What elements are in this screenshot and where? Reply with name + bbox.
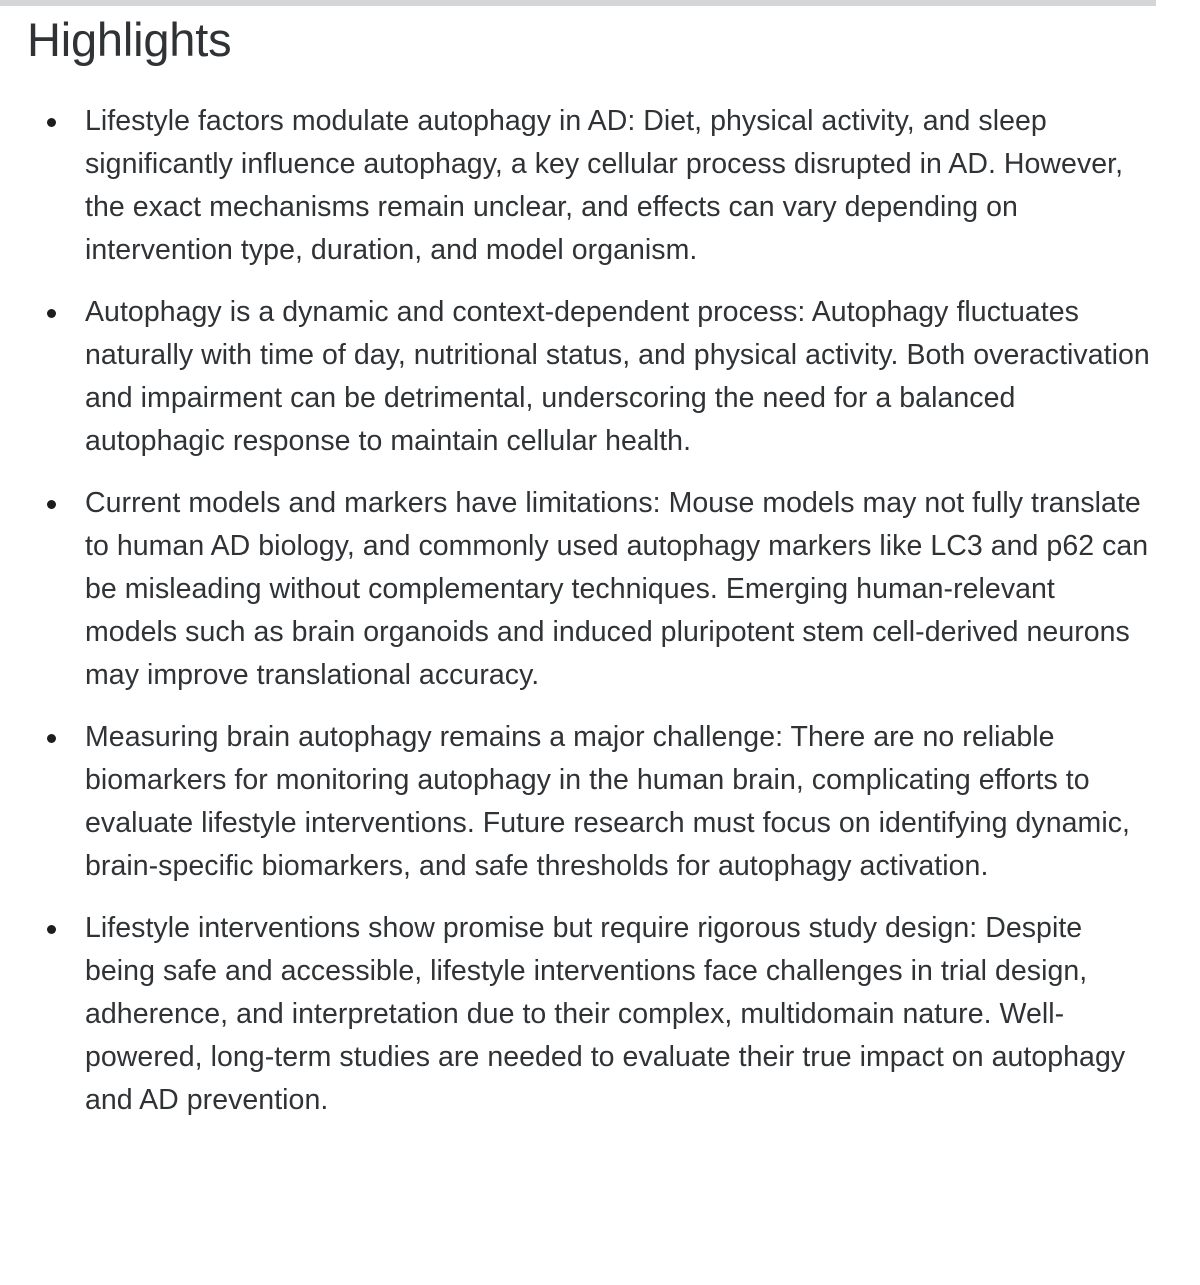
bullet-point-icon [47, 309, 56, 318]
list-item [0, 100, 1200, 272]
highlight-text: Current models and markers have limitations: Mouse models may not fully translate to human AD biology, and commonly used autophagy markers like LC3 and p62 can be misleading without complementary techniques. Emerging human-relevant models such as brain organoids and induced pluripotent stem cell-derived neurons may improve translational accuracy. [85, 487, 1149, 691]
list-item [0, 291, 1200, 463]
highlights-content [0, 6, 1200, 1116]
highlights-list [0, 100, 1200, 1122]
bullet-point-icon [47, 118, 56, 127]
highlight-text: Lifestyle interventions show promise but require rigorous study design: Despite being safe and accessible, lifestyle interventions face challenges in trial design, adherence, and interpretation due to their complex, multidomain nature. Well-powered, long-term studies are needed to evaluate their true impact on autophagy and AD prevention. [85, 912, 1126, 1116]
highlight-text: Lifestyle factors modulate autophagy in AD: Diet, physical activity, and sleep significantly influence autophagy, a key cellular process disrupted in AD. However, the exact mechanisms remain unclear, and effects can vary depending on intervention type, duration, and model organism. [85, 105, 1124, 266]
list-item [0, 907, 1200, 1122]
highlight-text: Measuring brain autophagy remains a major challenge: There are no reliable biomarkers for monitoring autophagy in the human brain, complicating efforts to evaluate lifestyle interventions. Future research must focus on identifying dynamic, brain-specific biomarkers, and safe thresholds for autophagy activation. [85, 721, 1130, 882]
bullet-point-icon [47, 500, 56, 509]
page-title: Highlights [27, 13, 232, 66]
bullet-point-icon [47, 925, 56, 934]
highlight-text: Autophagy is a dynamic and context-dependent process: Autophagy fluctuates naturally with time of day, nutritional status, and physical activity. Both overactivation and impairment can be detrimental, underscoring the need for a balanced autophagic response to maintain cellular health. [85, 296, 1150, 457]
list-item [0, 716, 1200, 888]
bullet-point-icon [47, 734, 56, 743]
list-item [0, 482, 1200, 697]
